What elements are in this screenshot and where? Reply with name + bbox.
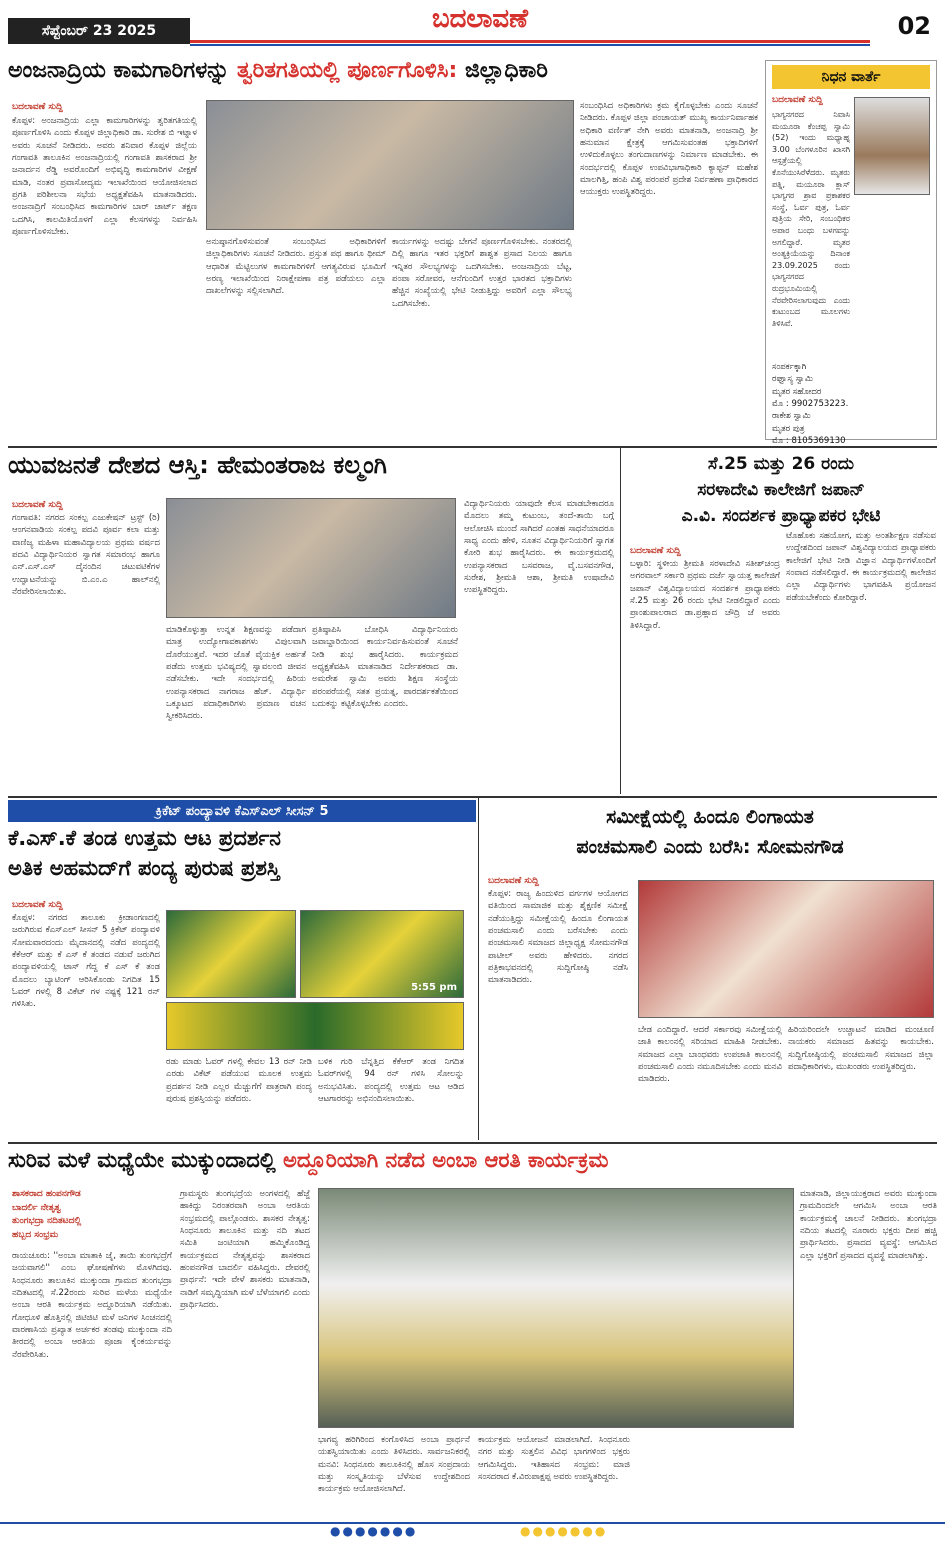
story5-column-1: ಕೊಪ್ಪಳ: ರಾಜ್ಯ ಹಿಂದುಳಿದ ವರ್ಗಗಳ ಆಯೋಗದ ವತಿಯಿಂದ ಸಾಮಾಜಿಕ ಮತ್ತು ಶೈಕ್ಷಣಿಕ ಸಮೀಕ್ಷೆ ನಡೆಯುತ್ತಿದ್ದು ಸಮೀಕ್ಷೆಯಲ್ಲಿ ಹಿಂದೂ ಲಿಂಗಾಯತ ಪಂಚಮಸಾಲಿ ಎಂದು ಬರೆಸಬೇಕು ಎಂದು ಪಂಚಮಸಾಲಿ ಸಮಾಜದ ಜಿಲ್ಲಾಧ್ಯಕ್ಷ ಸೋಮನಗೌಡ ಪಾಟೀಲ್ ಅವರು ಹೇಳಿದರು. ನಗರದ ಪತ್ರಿಕಾಭವನದಲ್ಲಿ ಸುದ್ದಿಗೋಷ್ಠಿ ನಡೆಸಿ ಮಾತನಾಡಿದರು. [488, 889, 628, 986]
story1-byline: ಬದಲಾವಣೆ ಸುದ್ದಿ [12, 102, 63, 112]
obituary-text-top: ಭಾಗ್ಯನಗರದ ನಿವಾಸಿ ಮಯೂರಾ ಕೆಂಚಪ್ಪ ಸ್ವಾಮಿ (52) ಇಂದು ಮಧ್ಯಾಹ್ನ 3.00 ಬೆಂಗಳೂರಿನ ಖಾಸಗಿ ಆಸ್ಪತ್ರೆಯಲ್ಲಿ ಕೊನೆಯುಸಿರೆಳೆದರು. ಮೃತರು ಪತ್ನಿ, ಮಯೂರಾ ಕ್ಲಾಸ್ ಭಾಗ್ಯಗರ ಶ್ರಾವ ಪ್ರಕಾಶಕರ ಸಂಸ್ಥೆ, ಓರ್ವ ಪುತ್ರ, ಓರ್ವ ಪುತ್ರಿಯ ಸೇರಿ, ಸಂಬಂಧಿಕರ ಅಪಾರ ಬಂಧು ಬಳಗವನ್ನು ಅಗಲಿದ್ದಾರೆ. ಮೃತರ ಅಂತ್ಯಕ್ರಿಯೆಯನ್ನು ದಿನಾಂಕ 23.09.2025 ರಂದು ಭಾಗ್ಯನಗರದ ರುದ್ರಭೂಮಿಯಲ್ಲಿ ನೆರವೇರಿಸಲಾಗುವುದು ಎಂದು ಕುಟುಂಬದ ಮೂಲಗಳು ತಿಳಿಸಿವೆ. [772, 110, 850, 328]
issue-date: ಸೆಪ್ಟೆಂಬರ್ 23 2025 [8, 18, 190, 44]
story1-headline-b: ತ್ವರಿತಗತಿಯಲ್ಲಿ ಪೂರ್ಣಗೊಳಿಸಿ: [237, 58, 465, 83]
contact2-phone: ಮೊ : 8105369130 [772, 435, 846, 446]
story6-byline-3: ತುಂಗಭದ್ರಾ ನದಿತಟದಲ್ಲಿ [12, 1216, 82, 1226]
contact-label: ಸಂಪರ್ಕಕ್ಕಾಗಿ [772, 362, 807, 372]
story4-column-2: ರಡು ಮಾಡು ಓವರ್ ಗಳಲ್ಲಿ ಕೇವಲ 13 ರನ್ ನೀಡಿ ಎರಡು ವಿಕೆಟ್ ಪಡೆಯುವ ಮೂಲಕ ಉತ್ತಮ ಪ್ರದರ್ಶನ ನೀಡಿ ಎಲ್ಲರ ಮೆಚ್ಚುಗೆಗೆ ಪಾತ್ರರಾಗಿ ಪಂದ್ಯ ಪುರುಷ ಪ್ರಶಸ್ತಿಯನ್ನು ಪಡೆದರು. [166, 1057, 312, 1104]
masthead [0, 0, 945, 50]
story3-byline: ಬದಲಾವಣೆ ಸುದ್ದಿ [630, 546, 681, 556]
newspaper-brand: ಬದಲಾವಣೆ [431, 4, 529, 34]
story6-bylines [12, 1188, 172, 1242]
story5-byline: ಬದಲಾವಣೆ ಸುದ್ದಿ [488, 876, 539, 886]
story6-byline-4: ಹಬ್ಬದ ಸಂಭ್ರಮ [12, 1229, 59, 1240]
obituary-contacts [772, 361, 930, 447]
story6-column-2: ಗ್ರಾಮಸ್ಥರು ತುಂಗಭದ್ರೆಯ ಅಂಗಳದಲ್ಲಿ ಹೆಜ್ಜೆ ಹಾಕಿದ್ದು ನಿರಂತರವಾಗಿ ಅಂಬಾ ಆರತಿಯ ಸಂಭ್ರಮದಲ್ಲಿ ಪಾಲ್ಗೊಂಡರು. ಶಾಸಕರ ನೇತೃತ್ವ: ಸಿಂಧನೂರು ತಾಲೂಕಿನ ಮತ್ತು ನದಿ ತಟದ ಸಮಿತಿ ಜಂಟಿಯಾಗಿ ಹಮ್ಮಿಕೊಂಡಿದ್ದ ಕಾರ್ಯಕ್ರಮದ ನೇತೃತ್ವವನ್ನು ಶಾಸಕರಾದ ಹಂಪನಗೌಡ ಬಾದರ್ಲಿ ವಹಿಸಿದ್ದರು. ದೇವರಲ್ಲಿ ಪ್ರಾರ್ಥನೆ: ಇದೇ ವೇಳೆ ಶಾಸಕರು ಮಾತನಾಡಿ, ನಾಡಿಗೆ ಸಮೃದ್ಧಿಯಾಗಿ ಮಳೆ ಬೆಳೆಯಾಗಲಿ ಎಂದು ಪ್ರಾರ್ಥಿಸಿದರು. [180, 1189, 310, 1310]
story1-headline [8, 58, 763, 83]
divider-1 [8, 446, 937, 448]
story4-photo-2 [300, 910, 464, 998]
story1-column-2: ಅನುಷ್ಠಾನಗೊಳಿಸುವಂತೆ ಸಂಬಂಧಿಸಿದ ಅಧಿಕಾರಿಗಳಿಗೆ ಜಿಲ್ಲಾಧಿಕಾರಿಗಳು ಸೂಚನೆ ನೀಡಿದರು. ಪ್ರಸ್ತುತ ಪಥ ಹಾಗೂ ಥೀಮ್ ಆಧಾರಿತ ಮೆಟ್ಟಿಲುಗಳ ಕಾಮಗಾರಿಗಳಿಗೆ ಆಗತ್ಯವಿರುವ ಭೂಮಿಗೆ ಅರಣ್ಯ ಇಲಾಖೆಯಿಂದ ನಿರಾಕ್ಷೇಪಣಾ ಪತ್ರ ಪಡೆಯಲು ಎಲ್ಲಾ ದಾಖಲೆಗಳನ್ನು ಸಲ್ಲಿಸಲಾಗಿದೆ. [206, 237, 386, 297]
story1-photo [206, 100, 574, 230]
photo-timestamp: 5:55 pm [411, 982, 457, 993]
divider-3 [8, 1142, 937, 1144]
divider-v2 [478, 798, 479, 1140]
story3-headline-line1: ಸೆ.25 ಮತ್ತು 26 ರಂದು [707, 454, 855, 474]
contact2-name: ರಾಕೇಶ ಸ್ವಾಮಿ [772, 411, 811, 422]
story6-headline [8, 1148, 937, 1172]
story3-column-2: ಟೊಹೊಕು ಸಹಯೋಗ, ಮತ್ತು ಅಂತರ್ಶಿಕ್ಷಣ ನಡೆಸುವ ಉದ್ದೇಶದಿಂದ ಜಪಾನ್ ವಿಶ್ವವಿದ್ಯಾಲಯದ ಪ್ರಾಧ್ಯಾಪಕರು ಕಾಲೇಜಿಗೆ ಭೇಟಿ ನೀಡಿ ವಿಜ್ಞಾನ ವಿದ್ಯಾರ್ಥಿಗಳೊಂದಿಗೆ ಸಂವಾದ ನಡೆಸಲಿದ್ದಾರೆ. ಈ ಕಾರ್ಯಕ್ರಮದಲ್ಲಿ ಕಾಲೇಜಿನ ಎಲ್ಲಾ ವಿದ್ಯಾರ್ಥಿಗಳು ಭಾಗವಹಿಸಿ ಪ್ರಯೋಜನ ಪಡೆಯಬೇಕೆಂದು ಕೋರಿದ್ದಾರೆ. [786, 531, 936, 603]
story2-column-3: ಪ್ರತಿಷ್ಠಾಪಿಸಿ ಬೋಧಿಸಿ ವಿದ್ಯಾರ್ಥಿನಿಯರು ಜವಾಬ್ದಾರಿಯಿಂದ ಕಾರ್ಯನಿರ್ವಹಿಸುವಂತೆ ಸೂಚನೆ ನೀಡಿ ಶುಭ ಹಾರೈಸಿದರು. ಕಾರ್ಯಕ್ರಮದ ಅಧ್ಯಕ್ಷತೆವಹಿಸಿ ಮಾತನಾಡಿದ ನಿರ್ದೇಶಕರಾದ ಡಾ. ಅಮರೇಶ ಸ್ವಾಮಿ ಅವರು ಶಿಕ್ಷಣ ಸಂಸ್ಥೆಯ ಪರಂಪರೆಯಲ್ಲಿ ಸತತ ಪ್ರಯತ್ನ, ಪಾರದರ್ಶಕತೆಯಿಂದ ಬದುಕನ್ನು ಕಟ್ಟಿಕೊಳ್ಳಬೇಕು ಎಂದರು. [312, 625, 458, 709]
story4-headline-line1: ಕೆ.ಎಸ್.ಕೆ ತಂಡ ಉತ್ತಮ ಆಟ ಪ್ರದರ್ಶನ [8, 826, 281, 850]
masthead-rule-blue [190, 44, 870, 46]
story4-kicker: ಕ್ರಿಕೆಟ್ ಪಂದ್ಯಾವಳಿ ಕೆಎಸ್‌ಎಲ್ ಸೀಸನ್ 5 [8, 800, 476, 822]
story6-byline-2: ಬಾದರ್ಲಿ ನೇತೃತ್ವ [12, 1202, 61, 1213]
story5-column-3: ಹಿರಿಯರಿಂದಲೇ ಉಚ್ಚಾಟನೆ ಮಾಡಿದ ಮಂಚೂಣಿ ನಾಯಕರು ಸಮಾಜದ ಹಿತವನ್ನು ಕಾಯಬೇಕು. ಸುದ್ದಿಗೋಷ್ಠಿಯಲ್ಲಿ ಪಂಚಮಸಾಲಿ ಸಮಾಜದ ಜಿಲ್ಲಾ ಪದಾಧಿಕಾರಿಗಳು, ಮುಖಂಡರು ಉಪಸ್ಥಿತರಿದ್ದರು. [788, 1025, 934, 1072]
divider-2 [8, 796, 937, 798]
story6-photo [318, 1188, 794, 1428]
story2-byline: ಬದಲಾವಣೆ ಸುದ್ದಿ [12, 500, 63, 510]
story4-photo-3 [166, 1002, 464, 1050]
footer-dots-left: ●●●●●●● [330, 1524, 418, 1538]
story1-headline-a: ಅಂಜನಾದ್ರಿಯ ಕಾಮಗಾರಿಗಳನ್ನು [8, 58, 238, 83]
story2-column-4: ವಿದ್ಯಾರ್ಥಿನಿಯರು ಯಾವುದೇ ಕೆಲಸ ಮಾಡಬೇಕಾದರೂ ಮೊದಲು ತಮ್ಮ ಕುಟುಂಬ, ತಂದೆ-ತಾಯಿ ಬಗ್ಗೆ ಆಲೋಚಿಸಿ ಮುಂದೆ ಸಾಗಿದರೆ ಎಂತಹ ಸಾಧನೆಯಾದರೂ ಸಾಧ್ಯ ಎಂದು ಹೇಳಿ, ನೂತನ ವಿದ್ಯಾರ್ಥಿನಿಯರಿಗೆ ಸ್ವಾಗತ ಕೋರಿ ಶುಭ ಹಾರೈಸಿದರು. ಈ ಕಾರ್ಯಕ್ರಮದಲ್ಲಿ ಉಪನ್ಯಾಸಕರಾದ ಬಸವರಾಜ, ವೈ.ಬಸವನಗೌಡ, ಸುರೇಶ, ಶ್ರೀಮತಿ ಆಶಾ, ಶ್ರೀಮತಿ ಉಷಾದೇವಿ ಉಪಸ್ಥಿತರಿದ್ದರು. [464, 499, 614, 596]
story4-column-3: ಬಳಿಕ ಗುರಿ ಬೆನ್ನತ್ತಿದ ಕೆಕೆಆರ್ ತಂಡ ನಿಗದಿತ ಓವರ್‌ಗಳಲ್ಲಿ 94 ರನ್ ಗಳಿಸಿ ಸೋಲನ್ನು ಅನುಭವಿಸಿತು. ಪಂದ್ಯದಲ್ಲಿ ಉತ್ತಮ ಆಟ ಆಡಿದ ಆಟಗಾರರನ್ನು ಅಭಿನಂದಿಸಲಾಯಿತು. [318, 1057, 464, 1104]
story4-column-1: ಕೊಪ್ಪಳ: ನಗರದ ತಾಲೂಕು ಕ್ರೀಡಾಂಗಣದಲ್ಲಿ ಜರುಗಿರುವ ಕೆಎಸ್‌ಎಲ್ ಸೀಸನ್ 5 ಕ್ರಿಕೆಟ್ ಪಂದ್ಯಾವಳಿ ಸೋಮವಾರದಂದು ಮೈದಾನದಲ್ಲಿ ನಡೆದ ಪಂದ್ಯದಲ್ಲಿ ಕೆಕೆಆರ್ ಮತ್ತು ಕೆ ಎಸ್ ಕೆ ತಂಡದ ನಡುವೆ ಜರುಗಿದ ಪಂದ್ಯಾವಳಿಯಲ್ಲಿ ಟಾಸ್ ಗೆದ್ದ ಕೆ ಎಸ್ ಕೆ ತಂಡ ಮೊದಲು ಬ್ಯಾಟಿಂಗ್ ಆರಿಸಿಕೊಂಡು ನಿಗದಿತ 15 ಓವರ್ ಗಳಲ್ಲಿ 8 ವಿಕೆಟ್ ಗಳ ನಷ್ಟಕ್ಕೆ 121 ರನ್ ಗಳಿಸಿತು. [12, 913, 160, 1010]
footer-rule [0, 1522, 945, 1524]
story6-column-3: ಭಾಗವ್ಯ ಹರಿಗಿರಿಂದ ಕಂಗೊಳಿಸಿದ ಅಂಬಾ ಪ್ರಾರ್ಥನೆ ಯಶಸ್ವಿಯಾಯಿತು ಎಂದು ತಿಳಿಸಿದರು. ಸಾರ್ವಜನಿಕರಲ್ಲಿ ಮನವಿ: ಸಿಂಧನೂರು ತಾಲೂಕಿನಲ್ಲಿ ಹೊಸ ಸಂಪ್ರದಾಯ ಮತ್ತು ಸಂಸ್ಕೃತಿಯನ್ನು ಬೆಳೆಸುವ ಉದ್ದೇಶದಿಂದ ಕಾರ್ಯಕ್ರಮ ಆಯೋಜಿಸಲಾಗಿದೆ. [318, 1435, 470, 1495]
story6-column-5: ಮಾತನಾಡಿ, ಜಿಲ್ಲಾಯುಕ್ತರಾದ ಅವರು ಮುಕ್ಕುಂದಾ ಗ್ರಾಮದಿಂದಲೇ ಆಗಮಿಸಿ ಅಂಬಾ ಆರತಿ ಕಾರ್ಯಕ್ರಮಕ್ಕೆ ಚಾಲನೆ ನೀಡಿದರು. ತುಂಗಭದ್ರಾ ನದಿಯ ತಟದಲ್ಲಿ ನೂರಾರು ಭಕ್ತರು ದೀಪ ಹಚ್ಚಿ ಪ್ರಾರ್ಥಿಸಿದರು. ಪ್ರಸಾದದ ವ್ಯವಸ್ಥೆ: ಆಗಮಿಸಿದ ಎಲ್ಲಾ ಭಕ್ತರಿಗೆ ಪ್ರಸಾದದ ವ್ಯವಸ್ಥೆ ಮಾಡಲಾಗಿತ್ತು. [800, 1189, 937, 1261]
story2-column-2: ಮಾಡಿಕೊಳ್ಳುತ್ತಾ ಉನ್ನತ ಶಿಕ್ಷಣವನ್ನು ಪಡೆದಾಗ ಮಾತ್ರ ಉದ್ಯೋಗಾವಕಾಶಗಳು ವಿಪುಲವಾಗಿ ದೊರೆಯುತ್ತವೆ. ಇದರ ಜೊತೆ ವೈಯಕ್ತಿಕ ಅರ್ಹತೆ ಪಡೆದು ಉತ್ತಮ ಭವಿಷ್ಯದಲ್ಲಿ ಸ್ವಾವಲಂಬಿ ಜೀವನ ನಡೆಸಬೇಕು. ಇದೇ ಸಂದರ್ಭದಲ್ಲಿ ಹಿರಿಯ ಉಪನ್ಯಾಸಕರಾದ ನಾಗರಾಜ ಹೆಚ್. ವಿದ್ಯಾರ್ಥಿ ಒಕ್ಕೂಟದ ಪದಾಧಿಕಾರಿಗಳು ಪ್ರಮಾಣ ವಚನ ಸ್ವೀಕರಿಸಿದರು. [166, 625, 306, 722]
obituary-byline: ಬದಲಾವಣೆ ಸುದ್ದಿ [772, 95, 823, 105]
obituary-portrait [854, 97, 930, 195]
story5-headline-line2: ಪಂಚಮಸಾಲಿ ಎಂದು ಬರೆಸಿ: ಸೋಮನಗೌಡ [576, 836, 844, 858]
contact1-name: ರಘ್ವಾಸ್ಯ ಸ್ವಾಮಿ [772, 374, 813, 385]
contact1-role: ಮೃತರ ಸಹೋದರ [772, 386, 822, 397]
story2-photo [166, 498, 456, 618]
story2-column-1: ಗಂಗಾವತಿ: ನಗರದ ಸಂಕಲ್ಪ ಎಜುಕೇಷನ್ ಟ್ರಸ್ಟ್ (ರಿ) ಆಂಗನವಾಡಿಯ ಸಂಕಲ್ಪ ಪದವಿ ಪೂರ್ವ ಕಲಾ ಮತ್ತು ವಾಣಿಜ್ಯ ಮಹಿಳಾ ಮಹಾವಿದ್ಯಾಲಯ ಪ್ರಥಮ ವರ್ಷದ ಪದವಿ ವಿದ್ಯಾರ್ಥಿನಿಯರ ಸ್ವಾಗತ ಸಮಾರಂಭ ಹಾಗೂ ಎನ್.ಎಸ್.ಎಸ್ ದೈನಂದಿನ ಚಟುವಟಿಕೆಗಳ ಉದ್ಘಾಟನೆಯನ್ನು ಬಿ.ಎಂ.ಎ ಹಾಲ್‌ನಲ್ಲಿ ನೆರವೇರಿಸಲಾಯಿತು. [12, 513, 160, 597]
story1-column-1: ಕೊಪ್ಪಳ: ಅಂಜನಾದ್ರಿಯ ಎಲ್ಲಾ ಕಾಮಗಾರಿಗಳನ್ನು ತ್ವರಿತಗತಿಯಲ್ಲಿ ಪೂರ್ಣಗೊಳಿಸಿ ಎಂದು ಕೊಪ್ಪಳ ಜಿಲ್ಲಾಧಿಕಾರಿ ಡಾ. ಸುರೇಶ ಬಿ ಇಟ್ನಾಳ ಅವರು ಸೂಚನೆ ನೀಡಿದರು. ಅವರು ಶನಿವಾರ ಕೊಪ್ಪಳ ಜಿಲ್ಲೆಯ ಗಂಗಾವತಿ ತಾಲೂಕಿನ ಅಂಜನಾದ್ರಿಯಲ್ಲಿ ಗಂಗಾವತಿ ಶಾಸಕರಾದ ಶ್ರೀ ಜನಾರ್ದನ ರೆಡ್ಡಿ ಅವರೊಂದಿಗೆ ಅಭಿವೃದ್ಧಿ ಕಾಮಗಾರಿಗಳ ವೀಕ್ಷಣೆ ಮಾಡಿ, ನಂತರ ಪ್ರವಾಸೋದ್ಯಮ ಇಲಾಖೆಯಿಂದ ಆಯೋಜಿಸಲಾದ ಪ್ರಗತಿ ಪರಿಶೀಲನಾ ಸಭೆಯ ಅಧ್ಯಕ್ಷತೆವಹಿಸಿ ಮಾತನಾಡಿದರು. ಅಂಜನಾದ್ರಿಗೆ ಸಂಬಂಧಿಸಿದ ಕಾಮಗಾರಿಗಳ ಬಾರ್ ಚಾರ್ಟ್ ತಕ್ಷಣ ಒದಗಿಸಿ, ಕಾಲಮಿತಿಯೊಳಗೆ ಎಲ್ಲಾ ಕೆಲಸಗಳನ್ನು ನಿರ್ವಹಿಸಿ ಪೂರ್ಣಗೊಳಿಸಬೇಕು. [12, 116, 197, 237]
story6-headline-b: ಅದ್ದೂರಿಯಾಗಿ ನಡೆದ ಅಂಬಾ ಆರತಿ ಕಾರ್ಯಕ್ರಮ [283, 1148, 609, 1172]
contact1-phone: ಮೊ : 9902753223. [772, 398, 849, 409]
story6-headline-a: ಸುರಿವ ಮಳೆ ಮಧ್ಯೆಯೇ ಮುಕ್ಕುಂದಾದಲ್ಲಿ [8, 1148, 284, 1172]
obituary-title: ನಿಧನ ವಾರ್ತೆ [772, 65, 930, 89]
story3-headline-line2: ಸರಳಾದೇವಿ ಕಾಲೇಜಿಗೆ ಜಪಾನ್ [697, 480, 865, 500]
masthead-rule-red [190, 40, 870, 43]
story5-column-2: ಬೇಡ ಎಂದಿದ್ದಾರೆ. ಆದರೆ ಸರ್ಕಾರವು ಸಮೀಕ್ಷೆಯಲ್ಲಿ ಜಾತಿ ಕಾಲಂನಲ್ಲಿ ಸರಿಯಾದ ಮಾಹಿತಿ ನೀಡಬೇಕು. ಸಮಾಜದ ಎಲ್ಲಾ ಬಾಂಧವರು ಉಪಜಾತಿ ಕಾಲಂನಲ್ಲಿ ಪಂಚಮಸಾಲಿ ಎಂದು ನಮೂದಿಸಬೇಕು ಎಂದು ಮನವಿ ಮಾಡಿದರು. [638, 1025, 782, 1085]
story1-column-3: ಕಾರ್ಯಗಳನ್ನು ಅದಷ್ಟು ಬೇಗನೆ ಪೂರ್ಣಗೊಳಿಸಬೇಕು. ನಂತರದಲ್ಲಿ ದಿಲ್ಲಿ ಹಾಗೂ ಇತರ ಭಕ್ತರಿಗೆ ಶಾಶ್ವತ ಪ್ರಸಾದ ನಿಲಯ ಹಾಗೂ ಇನ್ನಿತರ ಸೌಲಭ್ಯಗಳನ್ನು ಒದಗಿಸಬೇಕು. ಅಂಜನಾದ್ರಿಯ ಬೆಟ್ಟ, ಪಂಪಾ ಸರೋವರ, ಆನೆಗುಂದಿಗೆ ಉತ್ತರ ಭಾರತದ ಭಕ್ತಾದಿಗಳು ಹೆಚ್ಚಿನ ಸಂಖ್ಯೆಯಲ್ಲಿ ಭೇಟಿ ನೀಡುತ್ತಿದ್ದು ಅವರಿಗೆ ಎಲ್ಲಾ ಸೌಲಭ್ಯ ಒದಗಿಸಬೇಕು. [392, 237, 572, 309]
contact2-role: ಮೃತರ ಪುತ್ರ [772, 423, 805, 434]
story4-headline-line2: ಅತಿಕ ಅಹಮದ್‌ಗೆ ಪಂದ್ಯ ಪುರುಷ ಪ್ರಶಸ್ತಿ [8, 856, 280, 880]
divider-v1 [620, 448, 621, 794]
story1-column-4: ಸಂಬಂಧಿಸಿದ ಅಧಿಕಾರಿಗಳು ಕ್ರಮ ಕೈಗೊಳ್ಳಬೇಕು ಎಂದು ಸೂಚನೆ ನೀಡಿದರು. ಕೊಪ್ಪಳ ಜಿಲ್ಲಾ ಪಂಚಾಯತ್ ಮುಖ್ಯ ಕಾರ್ಯನಿರ್ವಾಹಕ ಅಧಿಕಾರಿ ವರ್ಣಿತ್ ನೇಗಿ ಅವರು ಮಾತನಾಡಿ, ಅಂಜನಾದ್ರಿ ಶ್ರೀ ಹನುಮಾನ ಕ್ಷೇತ್ರಕ್ಕೆ ಆಗಮಿಸುವಂತಹ ಭಕ್ತಾದಿಗಳಿಗೆ ಉಳಿದುಕೊಳ್ಳಲು ತಂಗುದಾಣಗಳನ್ನು ನಿರ್ಮಾಣ ಮಾಡಬೇಕು. ಈ ಸಂದರ್ಭದಲ್ಲಿ ಕೊಪ್ಪಳ ಉಪವಿಭಾಗಾಧಿಕಾರಿ ಕ್ಯಾಪ್ಟನ್ ಮಹೇಶ ಮಾಲಗಿತ್ತಿ, ಹಂಪಿ ವಿಶ್ವ ಪರಂಪರೆ ಪ್ರದೇಶ ನಿರ್ವಹಣಾ ಪ್ರಾಧಿಕಾರದ ಆಯುಕ್ತರು ಉಪಸ್ಥಿತರಿದ್ದರು. [580, 101, 758, 198]
story6-byline-1: ಶಾಸಕರಾದ ಹಂಪನಗೌಡ [12, 1189, 81, 1199]
story6-column-4: ಕಾರ್ಯಕ್ರಮ ಆಯೋಜನೆ ಮಾಡಲಾಗಿದೆ. ಸಿಂಧನೂರು ನಗರ ಮತ್ತು ಸುತ್ತಲಿನ ವಿವಿಧ ಭಾಗಗಳಿಂದ ಭಕ್ತರು ಆಗಮಿಸಿದ್ದರು. ಇತಿಹಾಸದ ಸಂಭ್ರಮ: ಮಾಜಿ ಸಂಸದರಾದ ಕೆ.ವಿರುಪಾಕ್ಷಪ್ಪ ಅವರು ಉಪಸ್ಥಿತರಿದ್ದರು. [478, 1435, 630, 1482]
obituary-box [765, 60, 937, 446]
story3-column-1: ಬಳ್ಳಾರಿ: ಸ್ಥಳೀಯ ಶ್ರೀಮತಿ ಸರಳಾದೇವಿ ಸತೀಶ್‌ಚಂದ್ರ ಅಗರವಾಲ್ ಸರ್ಕಾರಿ ಪ್ರಥಮ ದರ್ಜೆ ಸ್ವಾಯತ್ತ ಕಾಲೇಜಿಗೆ ಜಪಾನ್ ವಿಶ್ವವಿದ್ಯಾಲಯದ ಸಂದರ್ಶಕ ಪ್ರಾಧ್ಯಾಪಕರು ಸೆ.25 ಮತ್ತು 26 ರಂದು ಭೇಟಿ ನೀಡಲಿದ್ದಾರೆ ಎಂದು ಪ್ರಾಂಶುಪಾಲರಾದ ಡಾ.ಪ್ರಹ್ಲಾದ ಚೌದ್ರಿ ಜೆ ಅವರು ತಿಳಿಸಿದ್ದಾರೆ. [630, 559, 780, 631]
page-number: 02 [897, 12, 931, 40]
story2-headline: ಯುವಜನತೆ ದೇಶದ ಆಸ್ತಿ: ಹೇಮಂತರಾಜ ಕಲ್ಮಂಗಿ [8, 451, 387, 479]
story4-byline: ಬದಲಾವಣೆ ಸುದ್ದಿ [12, 900, 63, 910]
story3-headline-line3: ಎ.ವಿ. ಸಂದರ್ಶಕ ಪ್ರಾಧ್ಯಾಪಕರ ಭೇಟಿ [681, 506, 881, 526]
story5-headline-line1: ಸಮೀಕ್ಷೆಯಲ್ಲಿ ಹಿಂದೂ ಲಿಂಗಾಯತ [606, 806, 814, 828]
story6-column-1: ರಾಯಚೂರು: ''ಅಂಬಾ ಮಾತಾಕಿ ಜೈ, ತಾಯಿ ತುಂಗಭದ್ರೆಗೆ ಜಯವಾಗಲಿ'' ಎಂಬ ಘೋಷಣೆಗಳು ಮೊಳಗಿದವು. ಸಿಂಧನೂರು ತಾಲೂಕಿನ ಮುಕ್ಕುಂದಾ ಗ್ರಾಮದ ತುಂಗಭದ್ರಾ ನದಿತಟದಲ್ಲಿ ಸೆ.22ರಂದು ಸುರಿವ ಮಳೆಯ ಮಧ್ಯೆಯೇ ಅಂಬಾ ಆರತಿ ಕಾರ್ಯಕ್ರಮ ಅದ್ದೂರಿಯಾಗಿ ನಡೆಯಿತು. ಗೋಧೂಳಿ ಹೊತ್ತಿನಲ್ಲಿ ಜಿಟಿಜಿಟಿ ಮಳೆ ಜನಿಗಳ ಸಿಂಚನದಲ್ಲಿ ವಾರಣಾಸಿಯ ಪ್ರಖ್ಯಾತ ಅರ್ಚಕರ ತಂಡವು ಮುಕ್ಕುಂದಾ ನದಿ ತೀರದಲ್ಲಿ ಅಂಬಾ ಆರತಿಯ ಪೂಜಾ ಕೈಂಕರ್ಯವನ್ನು ನೆರವೇರಿಸಿತು. [12, 1251, 172, 1360]
story5-photo [638, 880, 934, 1018]
story1-headline-c: ಜಿಲ್ಲಾಧಿಕಾರಿ [464, 58, 548, 83]
story4-photo-1 [166, 910, 296, 998]
footer-dots-right: ●●●●●●● [520, 1524, 608, 1538]
